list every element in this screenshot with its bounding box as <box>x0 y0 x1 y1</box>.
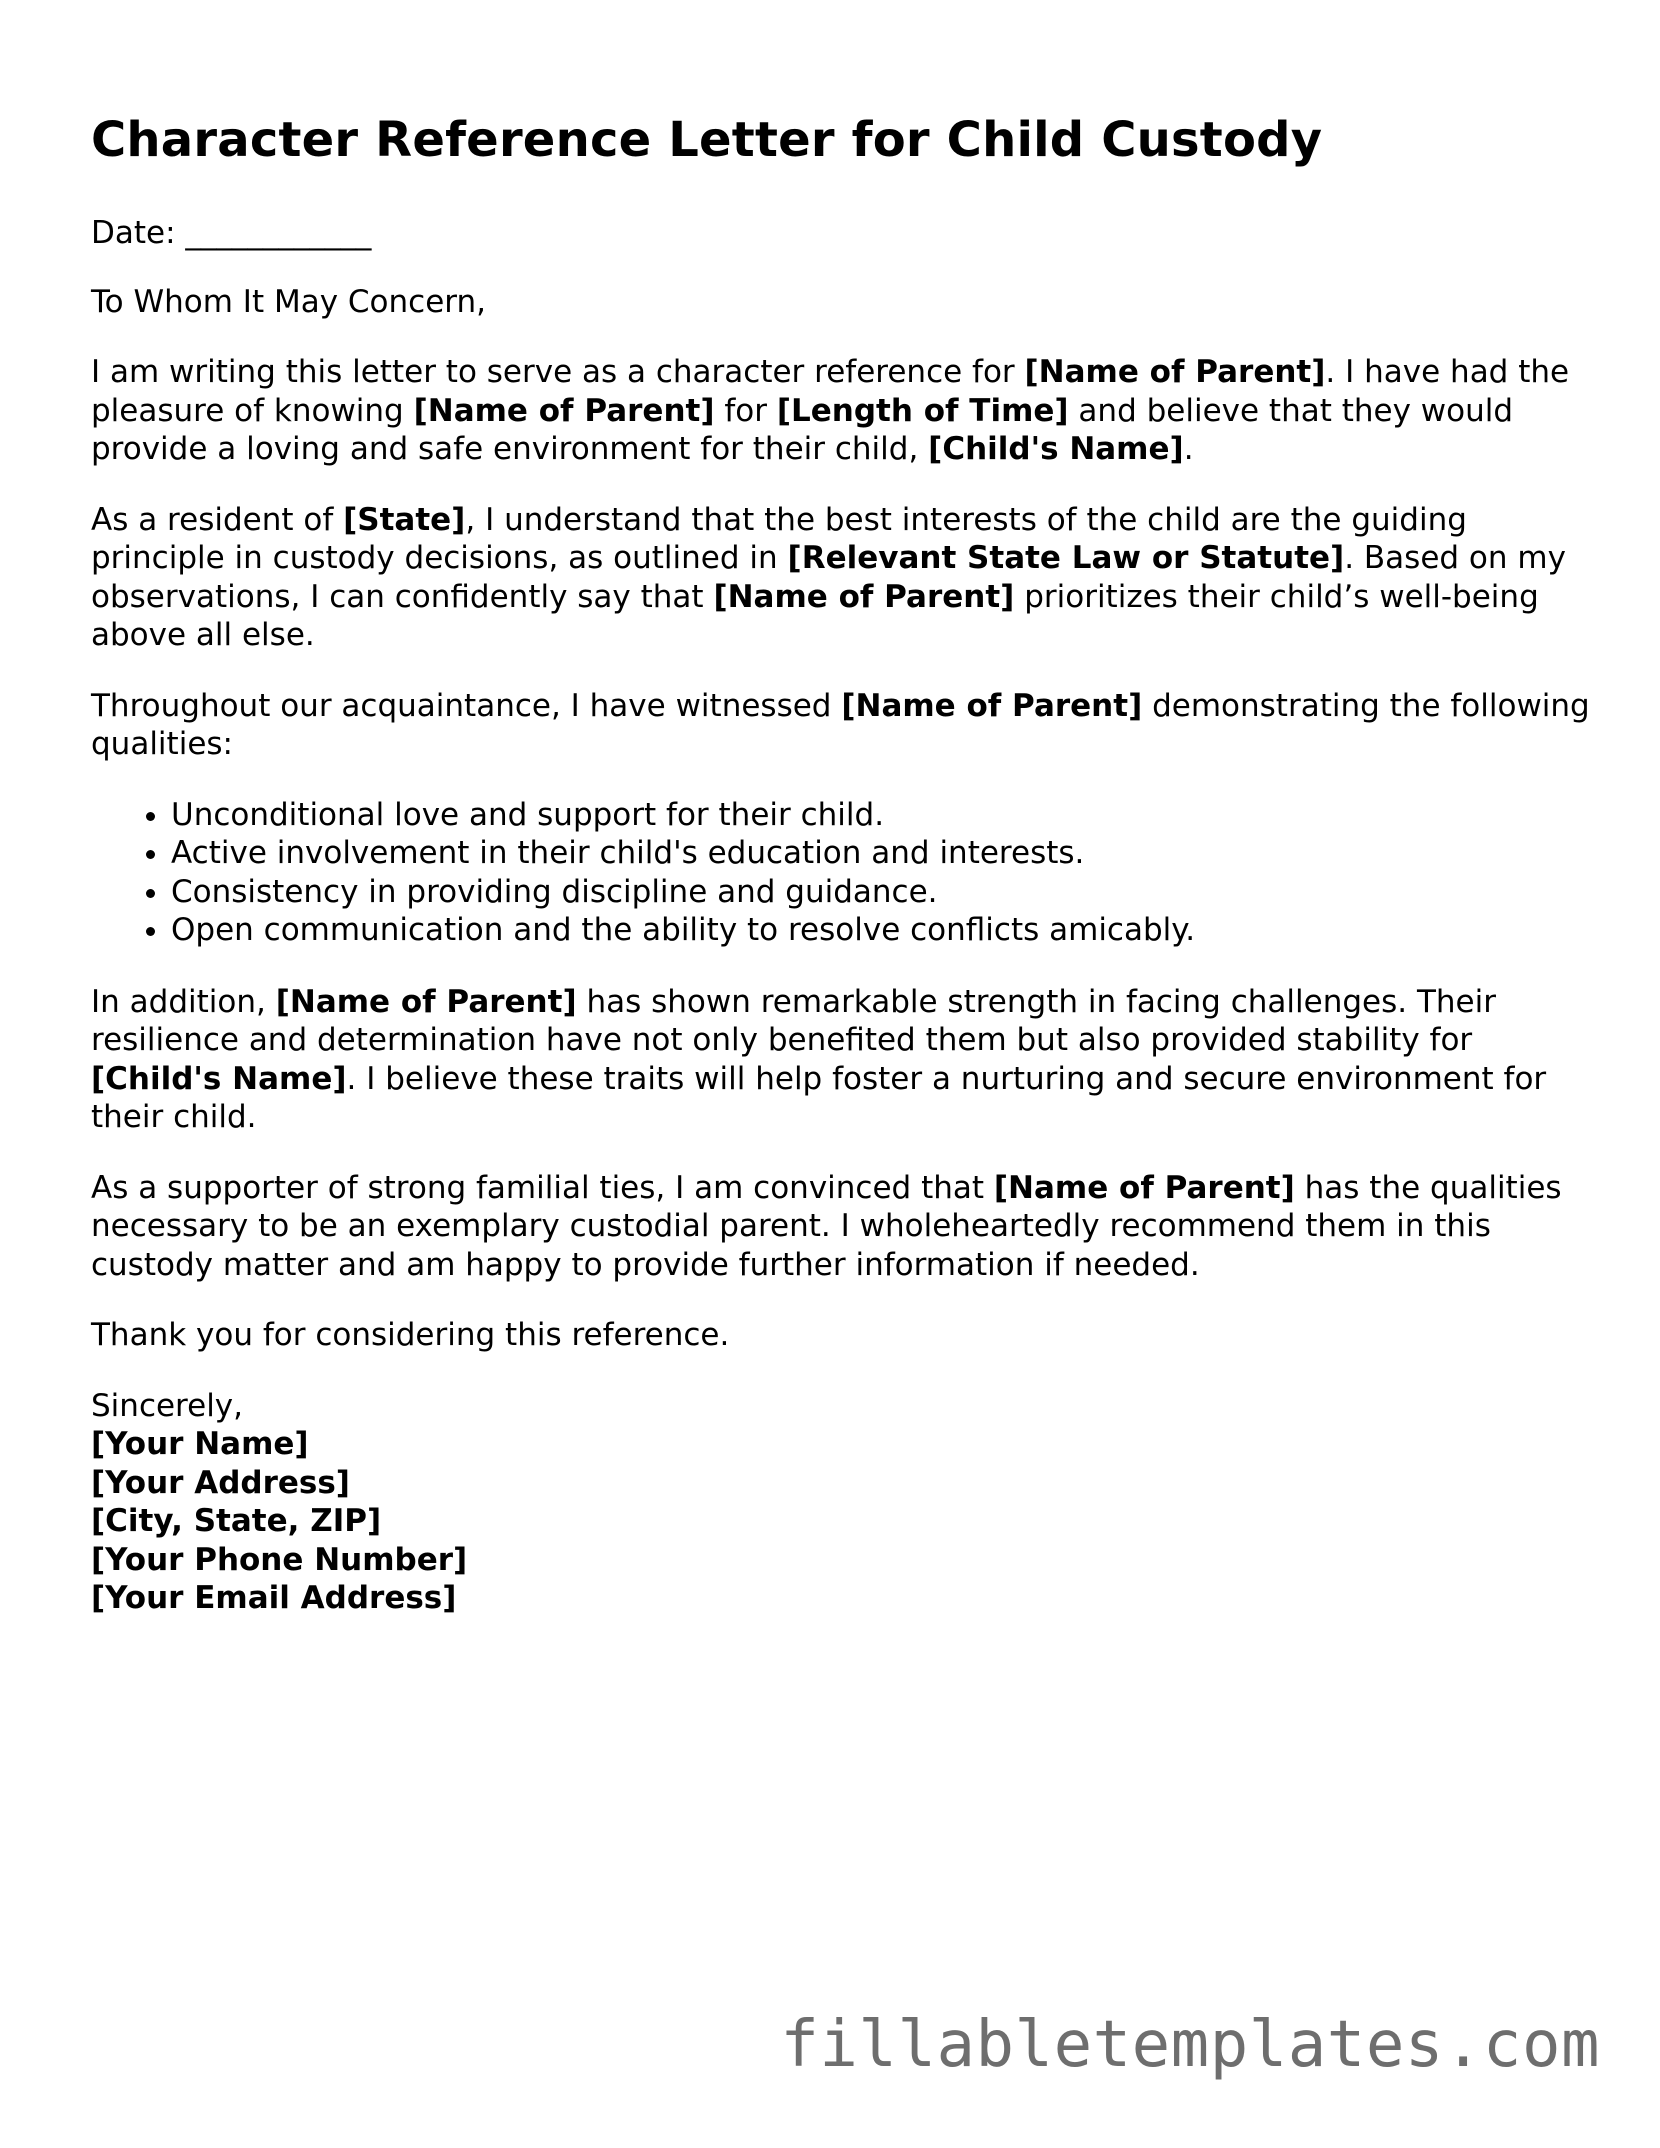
placeholder-state-law: [Relevant State Law or Statute] <box>787 540 1345 576</box>
text: . I have had the pleasure of knowing <box>91 354 1570 429</box>
paragraph-qualities-intro <box>91 687 1591 764</box>
text: , I understand that the best interests of the child are the guiding principle in custody decisions, as outlined in <box>91 501 1467 576</box>
placeholder-child-name: [Child's Name] <box>91 1060 347 1097</box>
text: prioritizes their child’s well-being above all else. <box>91 578 1539 653</box>
placeholder-parent-name: [Name of Parent] <box>275 983 577 1020</box>
date-label: Date: <box>91 215 176 251</box>
list-item: • Open communication and the ability to resolve conflicts amicably. <box>171 911 1591 950</box>
text: In addition, <box>91 983 276 1020</box>
list-item: • Consistency in providing discipline and guidance. <box>171 873 1591 912</box>
placeholder-parent-name: [Name of Parent] <box>413 392 715 429</box>
signature-email: [Your Email Address] <box>91 1580 457 1616</box>
placeholder-parent-name: [Name of Parent] <box>841 687 1143 724</box>
placeholder-parent-name: [Name of Parent] <box>1024 354 1326 390</box>
text: has shown remarkable strength in facing challenges. Their resilience and determination have not only benefited them but also provided stability for <box>91 983 1496 1058</box>
thanks-line: Thank you for considering this reference. <box>91 1317 730 1353</box>
closing: Sincerely, <box>91 1387 244 1424</box>
letter-title: Character Reference Letter for Child Custody <box>91 112 1323 168</box>
signature-block <box>91 1387 1591 1618</box>
paragraph-intro <box>91 353 1591 469</box>
placeholder-child-name: [Child's Name] <box>928 431 1184 467</box>
salutation: To Whom It May Concern, <box>91 283 486 320</box>
text: . <box>1183 431 1194 467</box>
paragraph-strength <box>91 983 1591 1137</box>
text: . I believe these traits will help foster a nurturing and secure environment for their child. <box>91 1060 1547 1135</box>
text: As a resident of <box>91 501 344 538</box>
placeholder-parent-name: [Name of Parent] <box>713 578 1015 615</box>
text: has the qualities necessary to be an exemplary custodial parent. I wholeheartedly recommend them in this custody matter and am happy to provide further information if needed. <box>91 1169 1562 1283</box>
paragraph-state-law <box>91 501 1591 655</box>
qualities-list <box>91 796 1591 950</box>
letter-page <box>91 108 1591 1618</box>
date-line <box>91 214 1591 253</box>
text: demonstrating the following qualities: <box>91 687 1590 762</box>
list-item: • Unconditional love and support for their child. <box>171 796 1591 835</box>
list-item: • Active involvement in their child's education and interests. <box>171 834 1591 873</box>
text: I am writing this letter to serve as a character reference for <box>91 354 1025 390</box>
date-blank: ____________ <box>185 215 372 251</box>
signature-name: [Your Name] <box>91 1426 309 1462</box>
text: . Based on my observations, I can confidently say that <box>91 540 1566 615</box>
placeholder-parent-name: [Name of Parent] <box>993 1169 1295 1206</box>
text: Throughout our acquaintance, I have witnessed <box>91 687 842 724</box>
signature-city-state-zip: [City, State, ZIP] <box>91 1503 382 1539</box>
placeholder-state: [State] <box>343 501 466 538</box>
text: As a supporter of strong familial ties, I am convinced that <box>91 1169 994 1206</box>
signature-address: [Your Address] <box>91 1464 350 1501</box>
signature-phone: [Your Phone Number] <box>91 1541 468 1578</box>
placeholder-length-of-time: [Length of Time] <box>776 392 1069 429</box>
paragraph-recommendation <box>91 1169 1591 1285</box>
text: and believe that they would provide a loving and safe environment for their child, <box>91 392 1514 467</box>
watermark: fillabletemplates.com <box>780 2008 1600 2082</box>
text: for <box>714 392 777 429</box>
